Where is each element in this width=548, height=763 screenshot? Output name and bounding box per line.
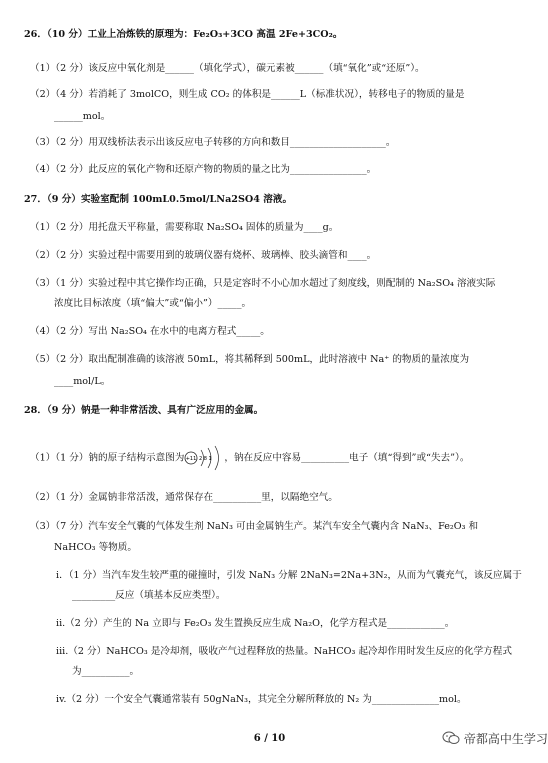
question-27-part-2: （2）（2 分）实验过程中需要用到的玻璃仪器有烧杯、玻璃棒、胶头滴管和____。 [30, 250, 377, 261]
question-27-part-3-line-1: （3）（1 分）实验过程中其它操作均正确，只是定容时不小心加水超过了刻度线，则配制的 Na₂SO₄ 溶液实际 [30, 278, 496, 289]
question-28-part-1-suffix: ，钠在反应中容易__________电子（填“得到”或“失去”）。 [224, 452, 470, 464]
wechat-icon [442, 731, 460, 748]
watermark-text: 帝都高中生学习 [463, 732, 548, 746]
question-27-title: 27．（9 分）实验室配制 100mL0.5mol/LNa2SO4 溶液。 [24, 194, 293, 205]
question-27-part-3-line-2: 浓度比目标浓度（填“偏大”或“偏小”）_____。 [54, 298, 252, 309]
question-27-part-5-line-2: ____mol/L。 [54, 376, 111, 387]
page-number: 6 / 10 [253, 733, 286, 744]
question-28-sub-i-line-1: i．（1 分）当汽车发生较严重的碰撞时，引发 NaN₃ 分解 2NaN₃=2Na+3N₂，从而为气囊充气，该反应属于 [56, 570, 522, 581]
question-28-sub-iv: iv.（2 分）一个安全气囊通常装有 50gNaN₃，其完全分解所释放的 N₂ 为______________mol。 [56, 694, 467, 705]
question-26-title: 26．（10 分）工业上冶炼铁的原理为：Fe₂O₃+3CO 高温 2Fe+3CO₂。 [24, 29, 343, 40]
question-27-part-4: （4）（2 分）写出 Na₂SO₄ 在水中的电离方程式_____。 [30, 326, 270, 337]
sodium-atom-diagram [184, 446, 224, 470]
question-28-sub-i-line-2: _________反应（填基本反应类型）。 [72, 590, 226, 601]
question-28-sub-iii-line-2: 为__________。 [72, 666, 140, 677]
question-28-part-1 [30, 446, 469, 470]
question-27-part-1: （1）（2 分）用托盘天平称量，需要称取 Na₂SO₄ 固体的质量为____g。 [30, 222, 339, 233]
question-28-part-2: （2）（1 分）金属钠非常活泼，通常保存在__________里，以隔绝空气。 [30, 492, 338, 503]
question-26-part-1: （1）（2 分）该反应中氧化剂是______（填化学式），碳元素被______（填“氧化”或“还原”）。 [30, 63, 425, 74]
question-28-part-3-line-1: （3）（7 分）汽车安全气囊的气体发生剂 NaN₃ 可由金属钠生产。某汽车安全气囊内含 NaN₃、Fe₂O₃ 和 [30, 521, 479, 532]
nucleus-label: +11 [186, 456, 197, 462]
question-27-part-5-line-1: （5）（2 分）取出配制准确的该溶液 50mL，将其稀释到 500mL，此时溶液中 Na⁺ 的物质的量浓度为 [30, 354, 470, 365]
question-28-sub-ii: ii.（2 分）产生的 Na 立即与 Fe₂O₃ 发生置换反应生成 Na₂O，化学方程式是____________。 [56, 618, 455, 629]
question-26-part-2-line-2: ______mol。 [54, 111, 111, 122]
watermark [442, 730, 548, 748]
question-28-part-1-prefix: （1）（1 分）钠的原子结构示意图为 [30, 452, 185, 464]
question-26-part-2-line-1: （2）（4 分）若消耗了 3molCO，则生成 CO₂ 的体积是______L（标准状况），转移电子的物质的量是 [30, 89, 465, 100]
question-28-title: 28．（9 分）钠是一种非常活泼、具有广泛应用的金属。 [24, 405, 264, 416]
question-26-part-3: （3）（2 分）用双线桥法表示出该反应电子转移的方向和数目____________________。 [30, 137, 396, 148]
question-28-sub-iii-line-1: iii.（2 分）NaHCO₃ 是冷却剂，吸收产气过程释放的热量。NaHCO₃ 起冷却作用时发生反应的化学方程式 [56, 646, 512, 657]
question-28-part-3-line-2: NaHCO₃ 等物质。 [54, 542, 137, 553]
electron-shells-label: 2 8 1 [199, 456, 213, 462]
question-26-part-4: （4）（2 分）此反应的氧化产物和还原产物的物质的量之比为________________。 [30, 164, 377, 175]
